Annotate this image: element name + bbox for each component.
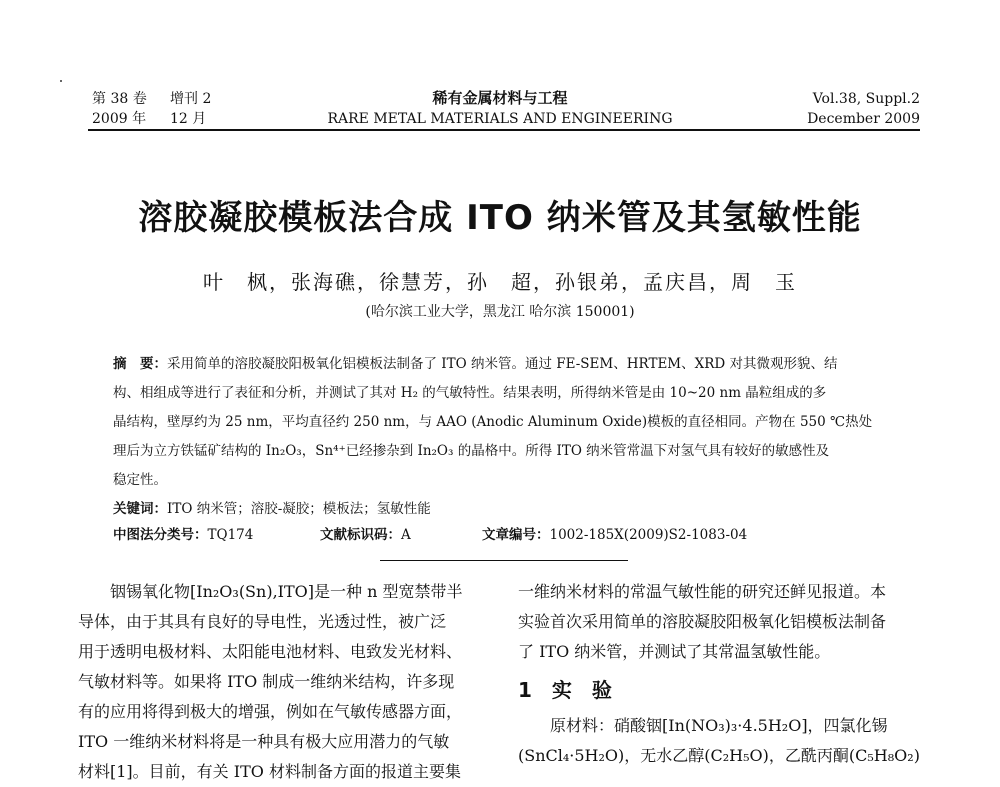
classification-label: 中图法分类号：	[113, 527, 208, 543]
body-paragraph-line: ITO 一维纳米材料将是一种具有极大应用潜力的气敏	[78, 732, 450, 751]
header-issue: 增刊 2	[170, 91, 212, 107]
doc-code	[320, 523, 411, 543]
body-paragraph-line: (SnCl₄·5H₂O)，无水乙醇(C₂H₅O)，乙酰丙酮(C₅H₈O₂)	[518, 746, 920, 765]
doc-code-label: 文献标识码：	[320, 527, 401, 543]
paper-title: 溶胶凝胶模板法合成 ITO 纳米管及其氢敏性能	[138, 198, 862, 238]
article-number-value: 1002-185X(2009)S2-1083-04	[549, 527, 748, 543]
abstract-line: 理后为立方铁锰矿结构的 In₂O₃，Sn⁴⁺已经掺杂到 In₂O₃ 的晶格中。所得 ITO 纳米管常温下对氢气具有较好的敏感性及	[113, 443, 830, 459]
header-year: 2009 年	[92, 111, 147, 127]
body-paragraph-line: 材料[1]。目前，有关 ITO 材料制备方面的报道主要集	[78, 762, 461, 781]
section-heading-experiment: 1 实 验	[518, 678, 612, 702]
body-paragraph-line: 用于透明电极材料、太阳能电池材料、电致发光材料、	[78, 642, 463, 661]
scan-speck	[60, 80, 62, 82]
body-paragraph-line: 气敏材料等。如果将 ITO 制成一维纳米结构，许多现	[78, 672, 455, 691]
author-list: 叶 枫，张海礁，徐慧芳，孙 超，孙银弟，孟庆昌，周 玉	[203, 270, 797, 294]
abstract	[113, 350, 893, 524]
body-paragraph-line: 铟锡氧化物[In₂O₃(Sn),ITO]是一种 n 型宽禁带半	[110, 582, 463, 601]
body-left-column	[78, 577, 488, 787]
body-paragraph-line: 有的应用将得到极大的增强，例如在气敏传感器方面，	[78, 702, 463, 721]
header-volume: 第 38 卷	[92, 91, 147, 107]
classification-value: TQ174	[207, 527, 254, 543]
abstract-line: 稳定性。	[113, 472, 167, 488]
body-paragraph-line: 了 ITO 纳米管，并测试了其常温氢敏性能。	[518, 642, 831, 661]
article-number	[482, 523, 747, 543]
article-number-label: 文章编号：	[482, 527, 550, 543]
header-month: 12 月	[170, 111, 207, 127]
header-date-en: December 2009	[807, 111, 920, 127]
classification	[113, 523, 253, 543]
header-journal-cn: 稀有金属材料与工程	[432, 89, 568, 107]
keywords-line	[113, 495, 893, 524]
body-paragraph-line: 一维纳米材料的常温气敏性能的研究还鲜见报道。本	[518, 582, 887, 601]
header-journal-en: RARE METAL MATERIALS AND ENGINEERING	[327, 111, 673, 127]
body-paragraph-line: 导体，由于其具有良好的导电性，光透过性，被广泛	[78, 612, 447, 631]
body-paragraph-line: 实验首次采用简单的溶胶凝胶阳极氧化铝模板法制备	[518, 612, 887, 631]
header-rule	[88, 129, 920, 131]
abstract-rule	[380, 560, 628, 561]
abstract-line	[113, 350, 893, 379]
doc-code-value: A	[401, 527, 411, 543]
abstract-text: 采用简单的溶胶凝胶阳极氧化铝模板法制备了 ITO 纳米管。通过 FE-SEM、HRTEM、XRD 对其微观形貌、结	[167, 356, 838, 372]
keywords-label: 关键词：	[113, 501, 167, 517]
abstract-line: 构、相组成等进行了表征和分析，并测试了其对 H₂ 的气敏特性。结果表明，所得纳米管是由 10~20 nm 晶粒组成的多	[113, 385, 827, 401]
body-right-column	[518, 577, 928, 771]
header-vol-en: Vol.38, Suppl.2	[812, 91, 920, 107]
keywords-text: ITO 纳米管；溶胶-凝胶；模板法；氢敏性能	[167, 501, 431, 517]
affiliation: (哈尔滨工业大学，黑龙江 哈尔滨 150001)	[365, 304, 635, 320]
body-paragraph-line: 原材料：硝酸铟[In(NO₃)₃·4.5H₂O]，四氯化锡	[550, 716, 888, 735]
abstract-label: 摘 要：	[113, 356, 167, 372]
abstract-line: 晶结构，壁厚约为 25 nm，平均直径约 250 nm，与 AAO (Anodic Aluminum Oxide)模板的直径相同。产物在 550 ℃热处	[113, 414, 873, 430]
